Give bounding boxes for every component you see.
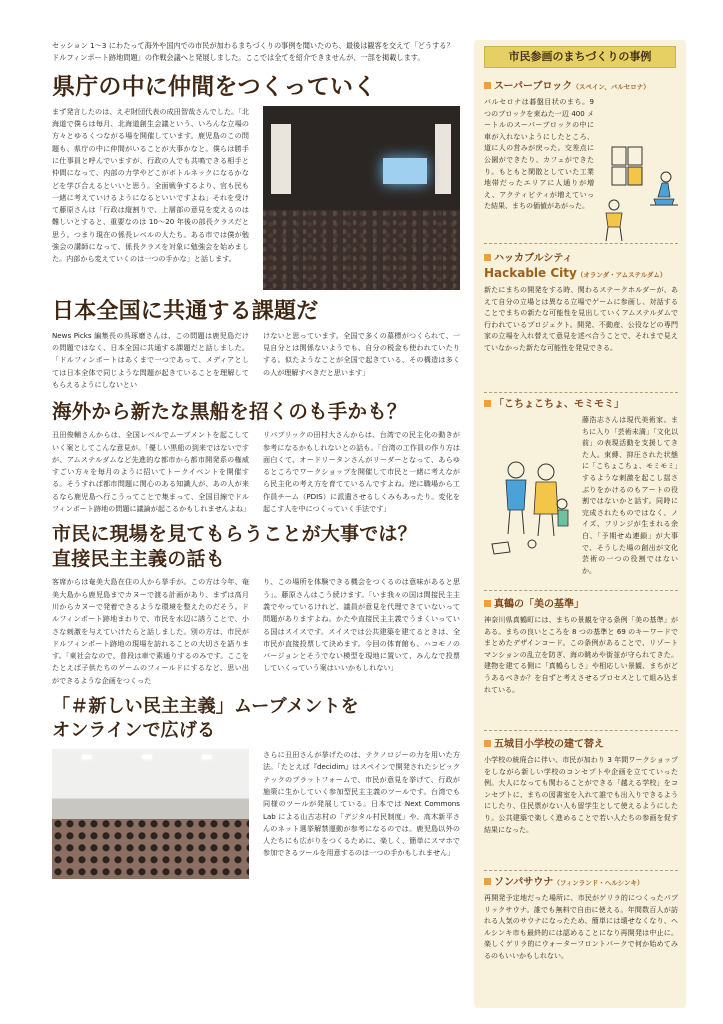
photo-light xyxy=(202,755,212,759)
photo-banner xyxy=(271,124,291,194)
section-2-right: けないと思っています。全国で多くの墓標がつくられて、一見自分とは関係ないようでも、自分の税金も使われていたりする。似たようなことが全国で起きている、その構造は多くの人が理解すべきだと思います」 xyxy=(263,330,460,377)
case-title: ソンパサウナ（フィンランド・ヘルシンキ） xyxy=(484,876,678,890)
section-3 xyxy=(52,429,460,515)
case-title: 五城目小学校の建て替え xyxy=(484,738,678,752)
bullet-icon xyxy=(484,740,491,747)
bullet-icon xyxy=(484,600,491,607)
divider xyxy=(484,870,678,871)
photo-audience xyxy=(263,210,460,290)
photo-participants xyxy=(52,819,249,879)
photo-light xyxy=(82,755,92,759)
photo-light xyxy=(142,755,152,759)
photo-screen xyxy=(383,158,427,184)
bullet-icon xyxy=(484,254,491,261)
section-4 xyxy=(52,576,460,687)
main-column xyxy=(52,40,460,879)
heading-2: 日本全国に共通する課題だ xyxy=(52,298,319,324)
heading-3: 海外から新たな黒船を招くのも手かも？ xyxy=(52,400,407,424)
section-3-right: リパブリックの田村大さんからは、台湾での民主化の動きが参考になるかもしれないとの話も。「台湾の工作員の作り方は面白くて、オードリータンさんがリーダーとなって、あらゆるところでワークショップを開催して市民と一緒に考えながら民主化の考え方を育てているんですよね。逆に職場から工作員チーム（PDIS）に派遣させるしくみもあったり。変化を起こす人を中につくっていく手法です」 xyxy=(263,430,460,514)
sidebar xyxy=(474,40,686,1008)
case-hackable-city xyxy=(484,252,678,355)
bullet-icon xyxy=(484,82,491,89)
section-3-left: 丑田俊輔さんからは、全国レベルでムーブメントを起こしていく案としてこんな意見が。「優しい黒船の到来ではないですが、アムステルダムなど先進的な都市から都市開発系の権威すごい方々を毎月のように招いてトークイベントを開催する。そうすれば都市問題に関心のある知識人が、あの人が来るなら鹿児島へ行こうってことで集まって、全国目線でドルフィンポート跡地の問題に議論が起こるかもしれませんよね」 xyxy=(52,430,251,514)
heading-5-line-2: オンラインで広げる xyxy=(52,720,216,742)
heading-5-line-1: 「＃新しい民主主義」ムーブメントを xyxy=(52,696,359,718)
barcelona-illustration-icon xyxy=(592,135,682,245)
sidebar-title: 市民参画のまちづくりの事例 xyxy=(484,46,676,68)
section-1 xyxy=(52,106,460,290)
case-manazuru xyxy=(484,598,678,696)
divider xyxy=(484,243,678,244)
case-gojome-school xyxy=(484,738,678,836)
section-4-left: 客席からは奄美大島在住の人から挙手が。この方は今年、奄美大島から鹿児島までカヌーで渡る計画があり、まずは高月川からカヌーで発着できるような環境を整えたのだそう。ドルフィンポート跡地まわりで、市民を水辺に誘うことで、小さな刺激を与えていけたらと話しました。別の方は、市民がドルフィンポート跡地の現場を訪れることの大切さを語ります。「東社会なので、普段は車で素通りするのみです。ここをたとえば子供たちのゲームのフィールドにするなど、思い出ができるような企画をつくった xyxy=(52,577,249,685)
case-title: ハッカブルシティ Hackable City（オランダ・アムステルダム） xyxy=(484,253,667,280)
workshop-photo xyxy=(52,749,249,879)
case-body: 小学校の統廃合に伴い、市民が加わり 3 年間ワークショップをしながら新しい学校のコンセプトや企画を立てていった例。大人になっても関わることができる「越える学校」をコンセプトに、まちの図書室を入れて誰でも出入りできるようにしたり、住民票がない人も留学生として使えるようにしたり。公共建築で楽しく進めることで若い人たちの参画を促す結果になった。 xyxy=(484,756,678,834)
case-title: スーパーブロック（スペイン、バルセロナ） xyxy=(484,80,678,94)
divider xyxy=(484,392,678,393)
heading-4-line-1: 市民に現場を見てもらうことが大事では？ xyxy=(52,523,417,546)
intro-text: セッション 1〜3 にわたって海外や国内での市民が加わるまちづくりの事例を聞いたのち、最後は観客を交えて「どうする？ドルフィンポート跡地問題」の作戦会議へと発展しました。ここでは全てを紹介できませんが、一部を掲載します。 xyxy=(52,41,454,63)
photo-banner xyxy=(435,124,451,194)
bullet-icon xyxy=(484,878,491,885)
section-5 xyxy=(52,749,460,879)
conference-photo xyxy=(263,106,460,290)
section-4-right: り、この場所を体験できる機会をつくるのは意味があると思う」。藤原さんはこう続けます。「いま我々の国は間接民主主義でやっているけれど、議員が意見を代理できていないって問題がありますよね。かたや直接民主主義でうまくいっている国はスイスです。スイスでは公共建築を建てるときは、全市民が直接投票して決めます。今回の体育館も、ハコモノのバージョンとそうでない模型を現地に置いて、みんなで投票していくっていう案はいいかもしれない」 xyxy=(263,577,460,673)
section-1-body: まず発言したのは、えぞ財団代表の成田智哉さんでした。「北海道で僕らは毎月、北海道創生会議という、いろんな立場の方々とゆるくつながる場を開催しています。鹿児島のこの問題も、県庁の中に仲間がいることが大事かなと。僕らは勝手に仕事員と呼んでいますが、行政の人でも共鳴できる相手と仲間になって、内部の力学やどこがボトルネックになるかなどを学び合えるといいと思う。全面戦争するより、官も民も一緒に考えていけるようになるといいですよね」それを受けて藤原さんは「行政は縦割りで、上層部の意見を変えるのは難しいとすると、重要なのは 10〜20 年後の部長クラスだと思う。つまり現在の係長レベルの人たち。ある市では僕が勉強会の講師になって、係長クラスを対象に勉強会を始めました。内部から変えていくのは一つの手かな」と話します。 xyxy=(52,106,249,264)
case-body: 藤浩志さんは現代美術家。まちに入り「芸術未満」「文化以前」の表現活動を支援してきた人。束縛、抑圧された状態に「こちょこちょ、モミモミ」するような刺激を起こし揺さぶりをかけるのもアートの役割ではないかと話す。同時に完成されたものではなく、ノイズ、フリンジが生まれる余白、「予期せぬ連鎖」が大事で、そうした場の創出が文化芸術の一つの役割ではないか。 xyxy=(582,416,678,575)
heading-1: 県庁の中に仲間をつくっていく xyxy=(52,73,377,100)
heading-4-line-2: 直接民主主義の話も xyxy=(52,548,225,571)
case-title: 真鶴の「美の基準」 xyxy=(484,598,678,612)
case-body: バルセロナは碁盤目状のまち。9 つのブロックを束ねた一辺 400 メートルのスーパーブロックの中に車が入れないようにしたところ、道に人の営みが戻った。交差点に公園ができたり、カフェができたり。もともと閑散としていた工業地帯だったエリアに人通りが増え、アクティビティが増えていった結果、まちの価値があがった。 xyxy=(484,98,594,211)
divider xyxy=(484,730,678,731)
case-body: 再開発予定地だった場所に、市民がゲリラ的につくったパブリックサウナ。誰でも無料で自由に使える。年間数百人が訪れる人気のサウナになったため、簡単には壊せなくなり、ヘルシンキ市も最終的には認めることになり再開発は中止に。楽しくゲリラ的にウォーターフロントパークで何か始めてみるのもいいかもしれない。 xyxy=(484,894,678,960)
case-body: 新たにまちの開発をする時、関わるステークホルダーが、あえて自分の立場とは異なる立場でゲームに参画し、対話することでまちの新たな可能性を見出していくアムステルダムで行われているプロジェクト。開発、不動産、公役などの専門家の立場を入れ替えて意見を述べ合うことで、それまで見えていなかった新たな可能性を発見できる。 xyxy=(484,286,678,352)
section-2-left: News Picks 編集長の呉琢磨さんは、この問題は鹿児島だけの問題ではなく、日本全国に共通する課題だと話しました。「ドルフィンポートはあくまで一つであって、メディアとしては日本全体で同じような問題が起きていることを理解してもらえるようにしないとい xyxy=(52,330,249,389)
divider xyxy=(484,590,678,591)
section-5-right: さらに丑田さんが挙げたのは、テクノロジーの力を用いた方法。「たとえば『decidim』はスペインで開発されたシビックテックのプラットフォームで、市民が意見を挙げて、行政が施策に生かしていく参加型民主主義のツールです。台湾でも同様のツールが発展している。日本では Next Commons Lab による山古志村の「デジタル村民制度」や、高木新平さんのネット選挙解禁運動が参考になるのでは。鹿児島以外の人たちにも広がりをつくるために、楽しく、簡単にスマホで参加できるツールを用意するのは一つの手かもしれません」 xyxy=(263,750,460,858)
case-sompasauna xyxy=(484,876,678,963)
case-body: 神奈川県真鶴町には、まちの景観を守る条例「美の基準」がある。まちの良いところを 8 つの基準と 69 のキーワードでまとめたデザインコード。この条例があることで、リゾートマンションの乱立を防ぎ、海の眺めや街並が守られてきた。建物を建てる側に「真鶴らしさ」や相応しい景観、まちがどうあるべきか？を自ずと考えさせるプロセスとして組み込まれている。 xyxy=(484,616,678,694)
bullet-icon xyxy=(484,400,491,407)
case-title: 「こちょこちょ、モミモミ」 xyxy=(484,398,678,412)
family-illustration-icon xyxy=(486,452,586,562)
section-2 xyxy=(52,330,460,391)
